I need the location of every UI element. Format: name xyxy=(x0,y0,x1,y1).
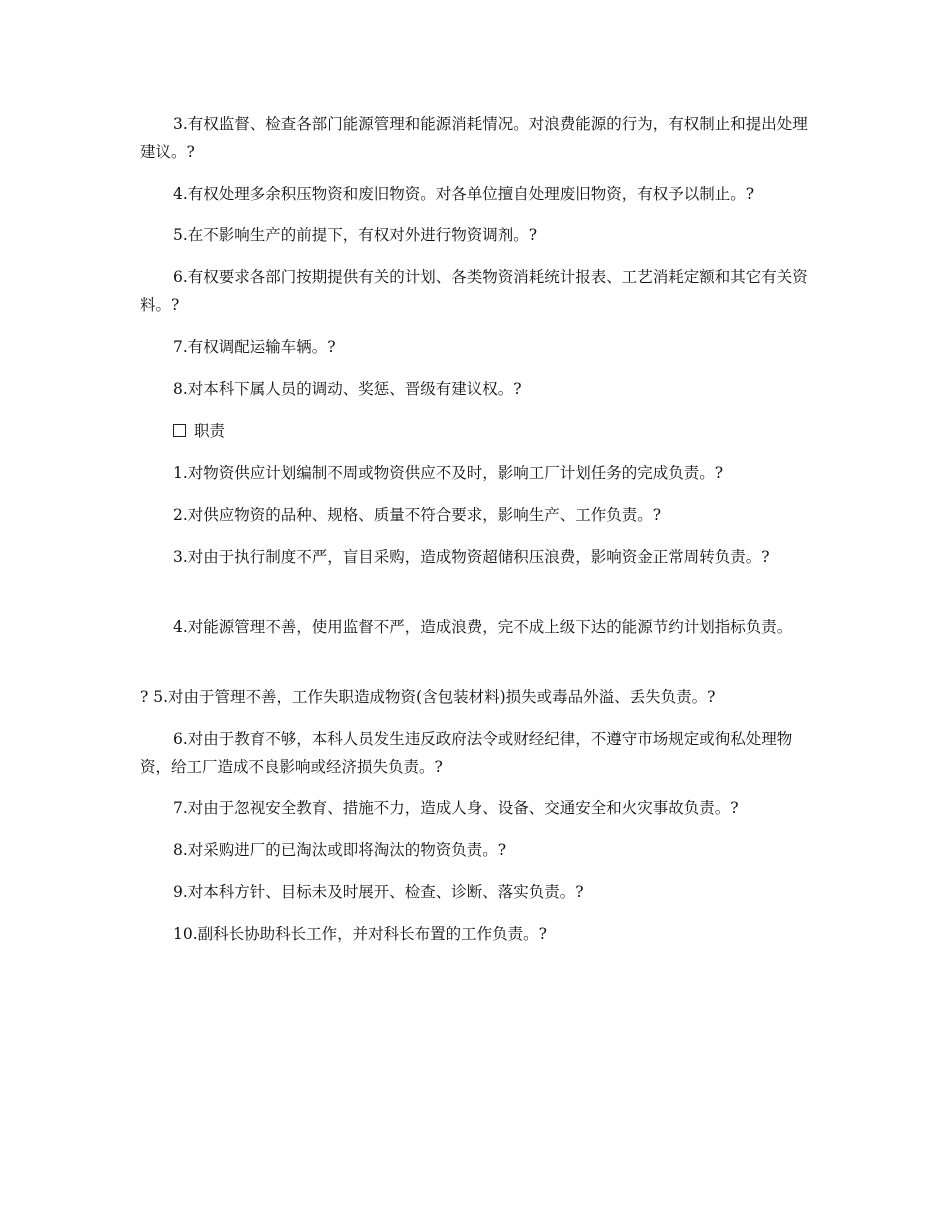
rights-item-6: 6.有权要求各部门按期提供有关的计划、各类物资消耗统计报表、工艺消耗定额和其它有关资料。? xyxy=(140,268,808,314)
duty-item-2: 2.对供应物资的品种、规格、质量不符合要求，影响生产、工作负责。? xyxy=(173,506,662,524)
section-heading-label: 职责 xyxy=(194,422,226,440)
duty-item-4: 4.对能源管理不善，使用监督不严，造成浪费，完不成上级下达的能源节约计划指标负责。 xyxy=(173,618,793,636)
duty-item-5: ? 5.对由于管理不善，工作失职造成物资(含包装材料)损失或毒品外溢、丢失负责。? xyxy=(140,688,716,706)
rights-item-5: 5.在不影响生产的前提下，有权对外进行物资调剂。? xyxy=(173,226,538,244)
rights-item-3: 3.有权监督、检查各部门能源管理和能源消耗情况。对浪费能源的行为，有权制止和提出处理建议。? xyxy=(140,115,808,161)
rights-item-4: 4.有权处理多余积压物资和废旧物资。对各单位擅自处理废旧物资，有权予以制止。? xyxy=(173,185,755,203)
checkbox-icon xyxy=(173,424,186,437)
duty-item-8: 8.对采购进厂的已淘汰或即将淘汰的物资负责。? xyxy=(173,841,507,859)
duty-item-3: 3.对由于执行制度不严，盲目采购，造成物资超储积压浪费，影响资金正常周转负责。? xyxy=(173,548,770,566)
rights-item-8: 8.对本科下属人员的调动、奖惩、晋级有建议权。? xyxy=(173,380,522,398)
duty-item-9: 9.对本科方针、目标未及时展开、检查、诊断、落实负责。? xyxy=(173,883,584,901)
duty-item-10: 10.副科长协助科长工作，并对科长布置的工作负责。? xyxy=(173,925,547,943)
duty-item-7: 7.对由于忽视安全教育、措施不力，造成人身、设备、交通安全和火灾事故负责。? xyxy=(173,799,739,817)
section-heading xyxy=(173,417,225,445)
duty-item-6: 6.对由于教育不够，本科人员发生违反政府法令或财经纪律，不遵守市场规定或徇私处理物资，给工厂造成不良影响或经济损失负责。? xyxy=(140,730,793,776)
rights-item-7: 7.有权调配运输车辆。? xyxy=(173,338,336,356)
duty-item-1: 1.对物资供应计划编制不周或物资供应不及时，影响工厂计划任务的完成负责。? xyxy=(173,464,724,482)
